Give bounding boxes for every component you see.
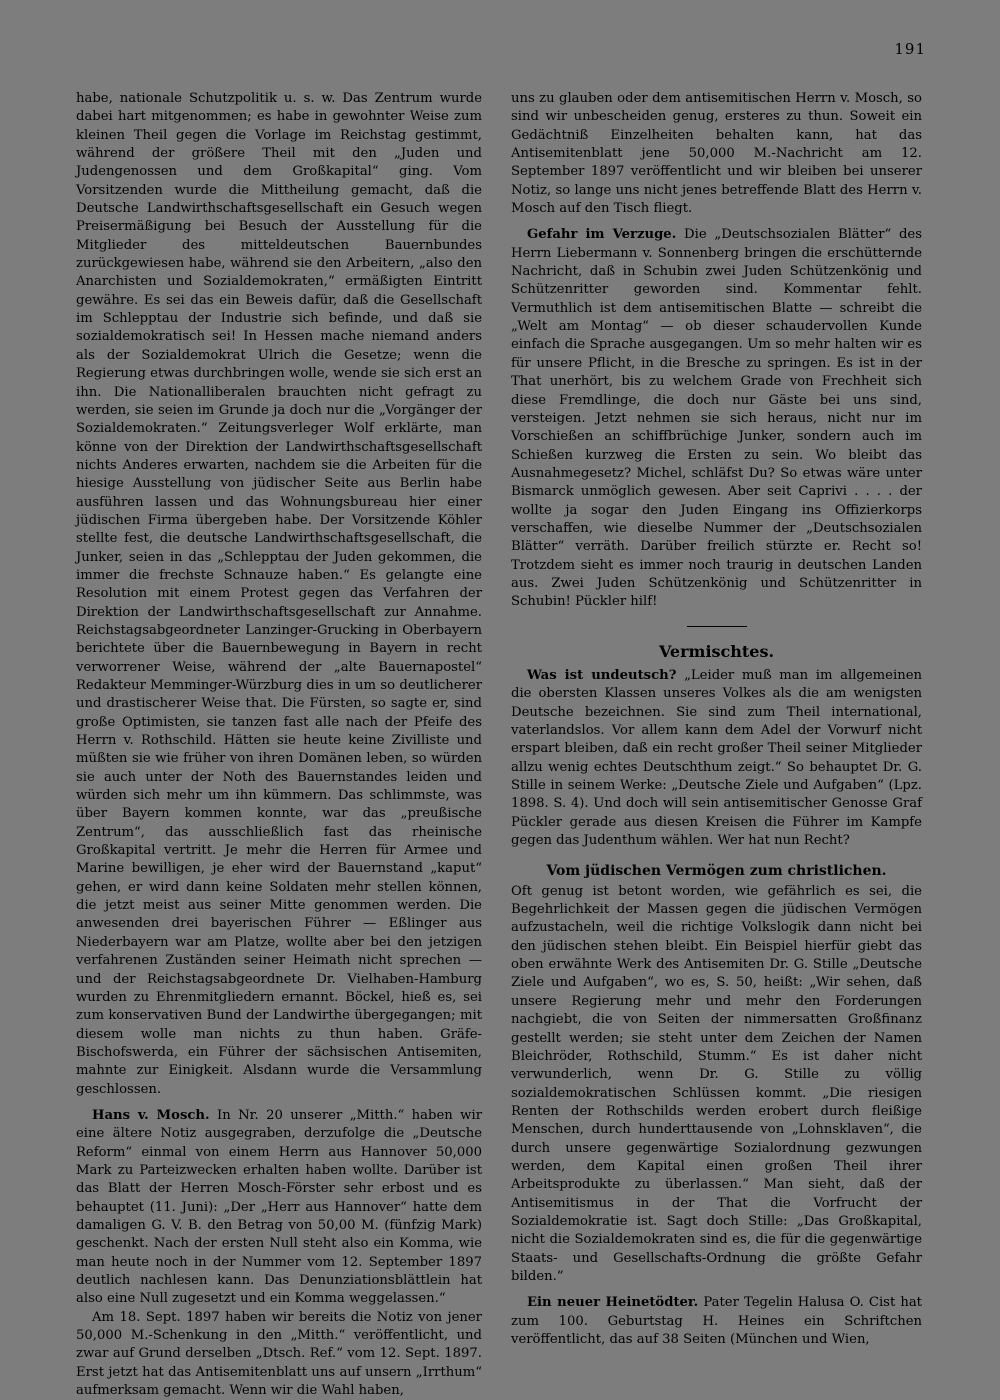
left-column (76, 90, 482, 1400)
paragraph-undeutsch (511, 667, 922, 850)
paragraph-vermoegen: Oft genug ist betont worden, wie gefährlich es sei, die Begehrlichkeit der Massen gegen die jüdischen Vermögen aufzustacheln, weil die richtige Volkslogik dann nicht bei den jüdischen stehen bleibt. Ein Beispiel hierfür giebt das oben erwähnte Werk des Antisemiten Dr. G. Stille „Deutsche Ziele und Aufgaben“, wo es, S. 50, heißt: „Wir sehen, daß unsere Regierung mehr und mehr den Forderungen nachgiebt, die von Seiten der nimmersatten Großfinanz gestellt werden; sie steht unter dem Zeichen der Namen Bleichröder, Rothschild, Stumm.“ Es ist daher nicht verwunderlich, wenn Dr. G. Stille zu völlig sozialdemokratischen Schlüssen kommt. „Die riesigen Renten der Rothschilds werden erobert durch fleißige Menschen, durch hunderttausende von „Lohnsklaven“, die durch unsere gegenwärtige Sozialordnung gezwungen werden, dem Kapital einen großen Theil ihrer Arbeitsprodukte zu überlassen.“ Man sieht, daß der Antisemitismus in der That die Vorfrucht der Sozialdemokratie ist. Sagt doch Stille: „Das Großkapital, nicht die Sozialdemokraten sind es, die für die gegenwärtige Staats- und Gesellschafts-Ordnung die größte Gefahr bilden.“ (511, 883, 922, 1284)
right-column (511, 90, 922, 1349)
text-gefahr: Die „Deutschsozialen Blätter“ des Herrn Liebermann v. Sonnenberg bringen die erschütternde Nachricht, daß in Schubin zwei Juden Schützenkönig und Schützenritter geworden sind. Kommentar fehlt. Vermuthlich ist dem antisemitischen Blatte — schreibt die „Welt am Montag“ — ob dieser schaudervollen Kunde einfach die Sprache ausgegangen. Um so mehr halten wir es für unsere Pflicht, in die Bresche zu springen. Es ist in der That unerhört, bis zu welchem Grade von Frechheit sich diese Fremdlinge, die doch nur Gäste bei uns sind, versteigen. Jetzt nehmen sie sich heraus, nicht nur im Vorschießen an schiffbrüchige Junker, sondern auch im Schießen kurzweg die Ersten zu sein. Wo bleibt das Ausnahmegesetz? Michel, schläfst Du? So etwas wäre unter Bismarck unmöglich gewesen. Aber seit Caprivi . . . . der wollte ja sogar den Juden Eingang ins Offizierkorps verschaffen, wie dieselbe Nummer der „Deutschsozialen Blätter“ verräth. Darüber freilich stürzte er. Recht so! Trotzdem sieht es immer noch traurig in deutschen Landen aus. Zwei Juden Schützenkönig und Schützenritter in Schubin! Pückler hilf! (511, 227, 922, 610)
text-heine: Pater Tegelin Halusa O. Cist hat zum 100. Geburtstag H. Heines ein Schriftchen veröffentlicht, das auf 38 Seiten (München und Wien, (511, 1295, 922, 1347)
paragraph-versammlung: habe, nationale Schutzpolitik u. s. w. Das Zentrum wurde dabei hart mitgenommen; es habe in gewohnter Weise zum kleinen Theil gegen die Vorlage im Reichstag gestimmt, während der größere Theil mit den „Juden und Judengenossen und dem Großkapital“ ging. Vom Vorsitzenden wurde die Mittheilung gemacht, daß die Deutsche Landwirthschaftsgesellschaft ein Gesuch wegen Preisermäßigung bei Besuch der Ausstellung für die Mitglieder des mitteldeutschen Bauernbundes zurückgewiesen habe, während sie den Arbeitern, „also den Anarchisten und Sozialdemokraten,“ ermäßigten Eintritt gewähre. Es sei das ein Beweis dafür, daß die Gesellschaft im Schlepptau der Industrie sich befinde, und daß sie sozialdemokratisch sei! In Hessen mache niemand anders als der Sozialdemokrat Ulrich die Gesetze; wenn die Regierung etwas durchbringen wolle, wende sie sich erst an ihn. Die Nationalliberalen brauchten nicht gefragt zu werden, sie seien im Grunde ja doch nur die „Vorgänger der Sozialdemokraten.“ Zeitungsverleger Wolf erklärte, man könne von der Direktion der Landwirthschaftsgesellschaft nichts Anderes erwarten, nachdem sie die Arbeiten für die hiesige Ausstellung von jüdischer Seite aus Berlin habe ausführen lassen und das Wohnungsbureau hier einer jüdischen Firma übergeben habe. Der Vorsitzende Köhler stellte fest, die deutsche Landwirthschaftsgesellschaft, die Junker, seien in das „Schlepptau der Juden gekommen, die immer die frechste Schnauze haben.“ Es gelangte eine Resolution mit einem Protest gegen das Verfahren der Direktion der Landwirthschaftsgesellschaft zur Annahme. Reichstagsabgeordneter Lanzinger-Grucking in Oberbayern berichtete über die Bauernbewegung in Bayern in recht verworrener Weise, während der „alte Bauernapostel“ Redakteur Memminger-Würzburg dies in um so deutlicherer und drastischerer Weise that. Die Fürsten, so sagte er, sind große Optimisten, sie tanzen fast alle nach der Pfeife des Herrn v. Rothschild. Hätten sie heute keine Zivilliste und müßten sie wie früher von ihren Domänen leben, so würden sie auch unter der Noth des Bauernstandes leiden und würden sich mehr um ihn kümmern. Das schlimmste, was über Bayern kommen konnte, war das „preußische Zentrum“, das ausschließlich fast das rheinische Großkapital vertritt. Je mehr die Herren für Armee und Marine bewilligen, je eher wird der Bauernstand „kaput“ gehen, er wird dann keine Soldaten mehr stellen können, die jetzt meist aus seiner Mitte genommen werden. Die anwesenden drei bayerischen Führer — Eßlinger aus Niederbayern war am Platze, wollte aber bei den jetzigen verfahrenen Zuständen seiner Heimath nicht sprechen — und der Reichstagsabgeordnete Dr. Vielhaben-Hamburg wurden zu Ehrenmitgliedern ernannt. Böckel, hieß es, sei zum konservativen Bund der Landwirthe übergegangen; mit diesem wolle man nichts zu thun haben. Gräfe-Bischofswerda, ein Führer der sächsischen Antisemiten, mahnte zur Einigkeit. Alsdann wurde die Versammlung geschlossen. (76, 91, 482, 1097)
section-heading-vermischtes: Vermischtes. (658, 641, 775, 661)
section-divider (687, 626, 747, 627)
heading-undeutsch: Was ist undeutsch? (527, 667, 677, 683)
heading-heine: Ein neuer Heinetödter. (527, 1295, 699, 1311)
heading-gefahr: Gefahr im Verzuge. (527, 227, 677, 243)
text-moesch: In Nr. 20 unserer „Mitth.“ haben wir eine ältere Notiz ausgegraben, derzufolge die „Deutsche Reform“ einmal von einem Herrn aus Hannover 50,000 Mark zu Parteizwecken erhalten haben wollte. Darüber ist das Blatt der Herren Mosch-Förster sehr erbost und es behauptet (11. Juni): „Der „Herr aus Hannover“ hatte dem damaligen G. V. B. den Betrag von 50,00 M. (fünfzig Mark) geschenkt. Nach der ersten Null steht also ein Komma, wie man heute noch in der Nummer vom 12. September 1897 deutlich nachlesen kann. Das Denunziationsblättlein hat also eine Null zugesetzt und ein Komma weggelassen.“ (76, 1107, 482, 1307)
paragraph-moesch (76, 1107, 482, 1309)
paragraph-continuation: uns zu glauben oder dem antisemitischen Herrn v. Mosch, so sind wir unbescheiden genug, ersteres zu thun. Soweit ein Gedächtniß Einzelheiten behalten kann, hat das Antisemitenblatt jene 50,000 M.-Nachricht am 12. September 1897 veröffentlicht und wir bleiben bei unserer Notiz, so lange uns nicht jenes betreffende Blatt des Herrn v. Mosch auf den Tisch fliegt. (511, 91, 922, 217)
heading-moesch: Hans v. Mosch. (92, 1107, 210, 1123)
paragraph-moesch-2: Am 18. Sept. 1897 haben wir bereits die Notiz von jener 50,000 M.-Schenkung in den „Mitth.“ veröffentlicht, und zwar auf Grund derselben „Dtsch. Ref.“ vom 12. Sept. 1897. Erst jetzt hat das Antisemitenblatt uns auf unsern „Irrthum“ aufmerksam gemacht. Wenn wir die Wahl haben, (76, 1309, 482, 1399)
page-number: 191 (894, 40, 926, 58)
text-undeutsch: „Leider muß man im allgemeinen die obersten Klassen unseres Volkes als die am wenigsten Deutsche bezeichnen. Sie sind zum Theil international, vaterlandslos. Vor allem kann dem Adel der Vorwurf nicht erspart bleiben, daß ein recht großer Theil seiner Mitglieder allzu wenig echtes Deutschthum zeigt.“ So behauptet Dr. G. Stille in seinem Werke: „Deutsche Ziele und Aufgaben“ (Lpz. 1898. S. 4). Und doch will sein antisemitischer Genosse Graf Pückler gerade aus diesen Kreisen die Führer im Kampfe gegen das Judenthum wählen. Wer hat nun Recht? (511, 667, 922, 849)
heading-vermoegen: Vom jüdischen Vermögen zum christlichen. (546, 863, 887, 880)
paragraph-gefahr (511, 226, 922, 611)
paragraph-heine (511, 1294, 922, 1349)
